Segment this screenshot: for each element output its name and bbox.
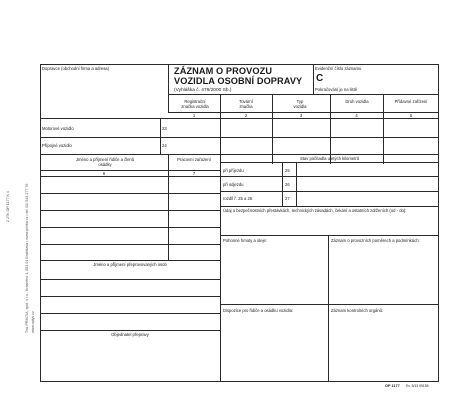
crew-name-header: Jméno a příjmení řidiče a členů osádky [75,157,135,167]
side-strip-code: 2 2TK OP 1177 K 4 [6,191,10,222]
odo-num-26: 26 [285,182,290,187]
fuel-label: Pohonné hmoty a oleje: [223,238,267,243]
inspection-label: Záznam kontrolních orgánů: [331,308,384,313]
col-num-3: 3 [299,113,303,118]
odo-label-departure: při odjezdu [223,182,244,187]
side-printer-info: Tisk PRINTIA, spol. s r.o., Krásného 1, 851 01 Bratislava • www.printia.cz • tel. 02/ 543 277 76 [25,183,29,333]
form-code: OP 1177 [385,384,400,388]
crew-position-header: Pracovní zařazení [177,157,211,162]
continuation-label: Pokračování je na listě [315,87,358,92]
col-num-5: 5 [409,113,413,118]
crew-orders-label: Dispozice pro řidiče a osádku vozidla: [223,308,294,313]
col-header-reg-plate: Registrační značka vozidla [181,99,209,109]
crew-name-num: 6 [102,171,106,176]
col-num-4: 4 [355,113,358,118]
odo-num-25: 25 [285,168,290,173]
col-num-1: 1 [192,113,196,118]
row-label-motor-vehicle: Motorové vozidlo [42,126,74,131]
record-series-letter: C [316,73,324,84]
customer-label: Objednatel přepravy [111,332,149,337]
row-num-23: 23 [162,126,167,131]
col-num-2: 2 [244,113,248,118]
side-web: www.optys.cz [31,311,35,333]
col-header-equipment: Přídavné zařízení [394,99,428,104]
odo-label-difference: rozdíl ř. 25 a 26 [223,196,253,201]
crew-position-num: 7 [192,171,196,176]
safety-notes-label: Údaj o bezpečnostních přestávkách, technických závadách, čekání a ostatních zdrženích (od - do): [223,208,407,213]
odometer-header: Stav počítadla ujetých kilometrů [299,156,360,161]
col-header-make: Tovární značka [239,99,253,109]
form-reference: Ev. 5/13 09155 [406,384,429,388]
road-conditions-label: Záznam o provozních poměrech a podmínkách: [331,238,420,243]
decree-reference: (Vyhláška č. 478/2000 Sb.) [174,88,232,93]
row-num-24: 24 [162,143,167,148]
passengers-label: Jméno a příjmení přepravovaných osob [93,262,167,267]
row-label-trailer: Přípojné vozidlo [42,143,72,148]
record-number-label: Evidenční číslo záznamu [315,66,362,71]
col-header-type: Typ vozidla [293,99,307,109]
carrier-label: Dopravce (obchodní firma a adresa) [42,66,110,71]
odo-label-arrival: při příjezdu [223,168,244,173]
col-header-kind: Druh vozidla [345,99,369,104]
form-title-line1: ZÁZNAM O PROVOZU [174,66,273,76]
form-title-line2: VOZIDLA OSOBNÍ DOPRAVY [174,76,303,86]
odo-num-27: 27 [285,196,290,201]
